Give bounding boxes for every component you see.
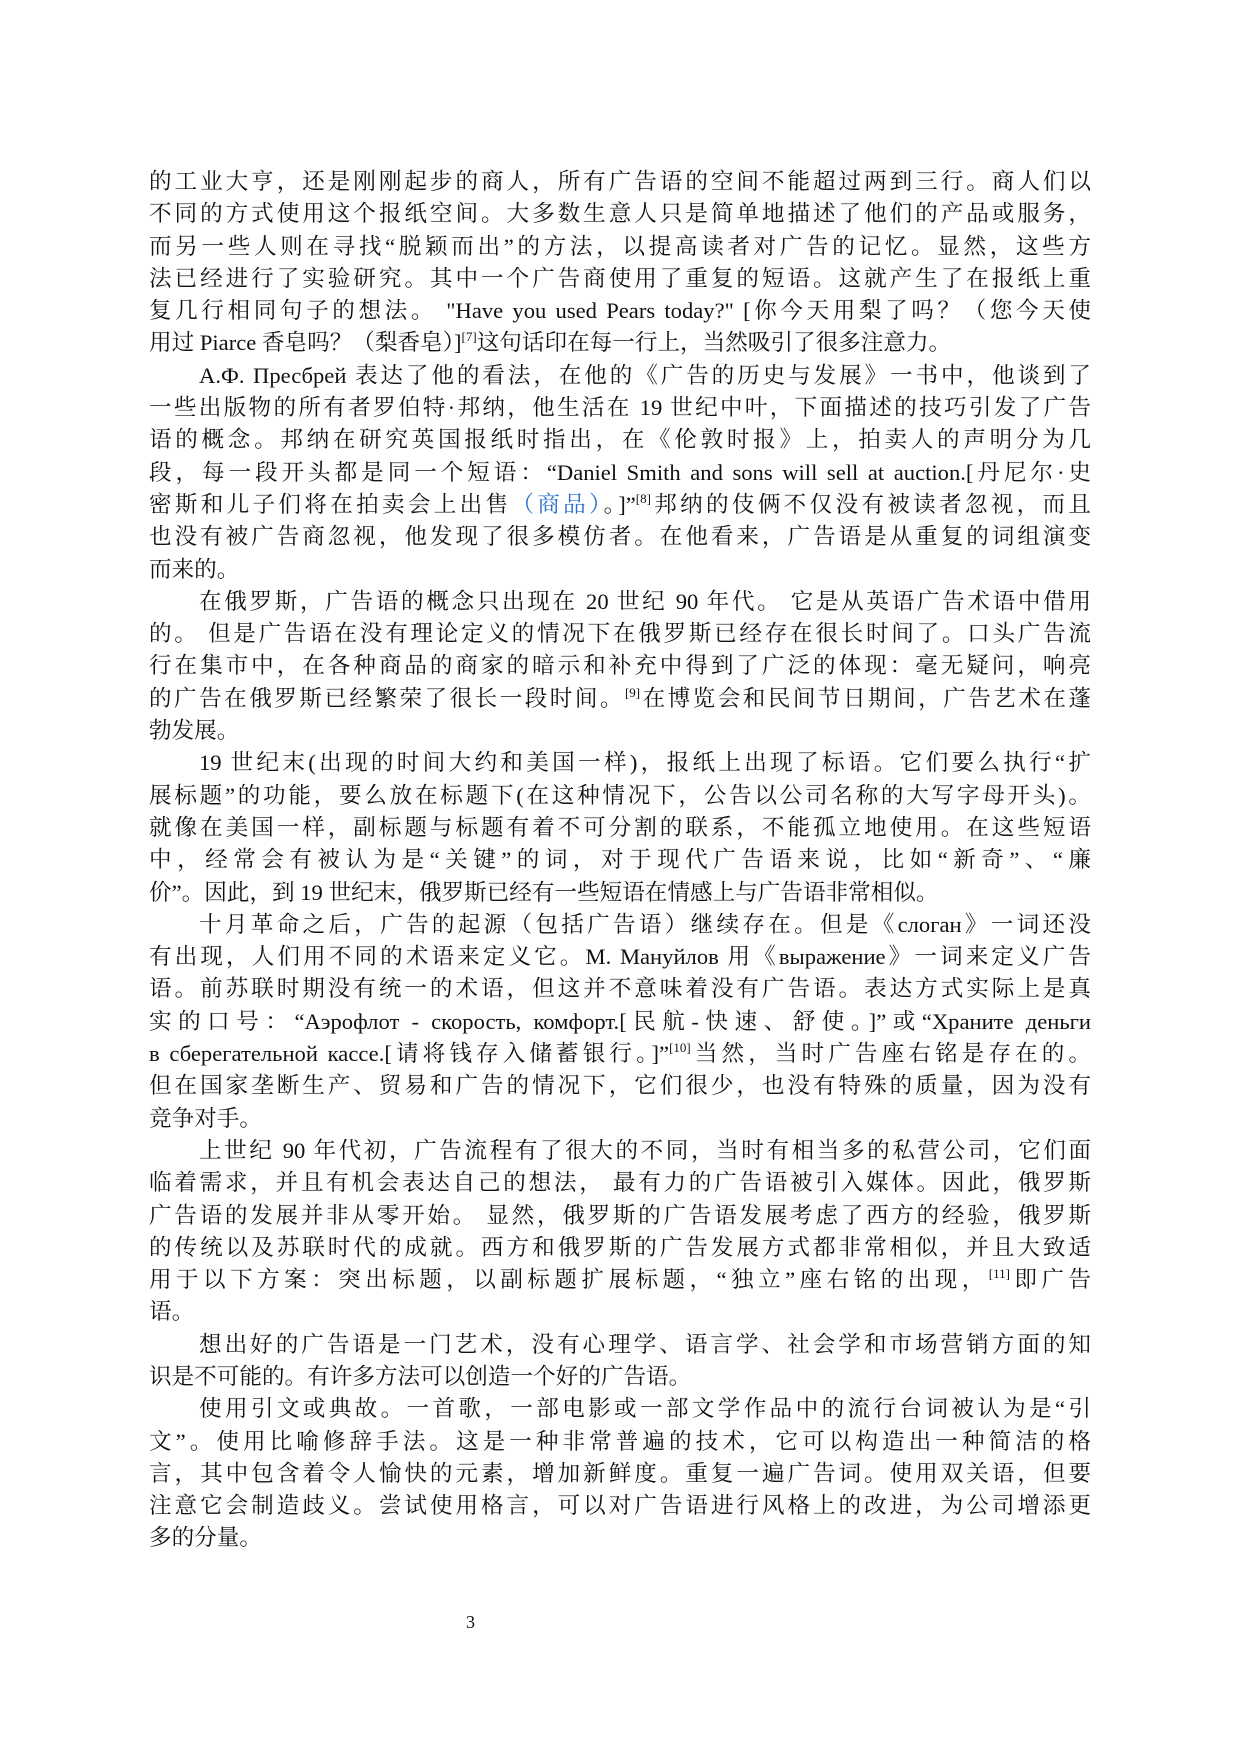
text-line <box>149 554 1091 586</box>
text-line <box>149 360 1091 392</box>
text-line <box>149 198 1091 230</box>
text-segment: 勃发展。 <box>149 718 240 744</box>
footnote-reference[interactable]: [8] <box>635 490 651 506</box>
paragraph <box>149 1393 1091 1554</box>
text-line <box>149 1232 1091 1264</box>
paragraph <box>149 747 1091 908</box>
text-segment: 临着需求，并且有机会表达自己的想法， 最有力的广告语被引入媒体。因此，俄罗斯 <box>149 1170 1091 1196</box>
text-segment: 在博览会和民间节日期间，广告艺术在蓬 <box>640 685 1092 711</box>
text-line <box>149 747 1091 779</box>
text-segment: 有出现，人们用不同的术语来定义它。M. Мануйлов 用《выражение》一词来定义广告 <box>149 944 1091 970</box>
text-line <box>149 1490 1091 1522</box>
text-line <box>149 489 1091 521</box>
text-line <box>149 1458 1091 1490</box>
text-segment: 注意它会制造歧义。尝试使用格言，可以对广告语进行风格上的改进，为公司增添更 <box>149 1493 1091 1519</box>
text-line <box>149 844 1091 876</box>
paragraph <box>149 360 1091 586</box>
text-segment: 上世纪 90 年代初，广告流程有了很大的不同，当时有相当多的私营公司，它们面 <box>199 1137 1091 1163</box>
text-segment: в сберегательной кассе.[请将钱存入储蓄银行。]” <box>149 1041 670 1067</box>
text-segment: 价”。因此，到 19 世纪末，俄罗斯已经有一些短语在情感上与广告语非常相似。 <box>149 879 939 905</box>
text-line <box>149 1200 1091 1232</box>
text-segment: 用过 Piarce 香皂吗？（梨香皂）] <box>149 330 462 356</box>
text-segment: 而另一些人则在寻找“脱颖而出”的方法，以提高读者对广告的记忆。显然，这些方 <box>149 233 1091 259</box>
text-segment: 也没有被广告商忽视，他发现了很多模仿者。在他看来，广告语是从重复的词组演变 <box>149 524 1091 550</box>
text-segment: 就像在美国一样，副标题与标题有着不可分割的联系，不能孤立地使用。在这些短语 <box>149 814 1091 840</box>
text-line <box>149 1070 1091 1102</box>
text-segment: 识是不可能的。有许多方法可以创造一个好的广告语。 <box>149 1363 692 1389</box>
text-segment: 法已经进行了实验研究。其中一个广告商使用了重复的短语。这就产生了在报纸上重 <box>149 265 1091 291</box>
footnote-reference[interactable]: [9] <box>624 684 641 700</box>
text-segment: 的传统以及苏联时代的成就。西方和俄罗斯的广告发展方式都非常相似，并且大致适 <box>149 1234 1091 1260</box>
text-line <box>149 457 1091 489</box>
text-segment: 但在国家垄断生产、贸易和广告的情况下，它们很少，也没有特殊的质量，因为没有 <box>149 1073 1091 1099</box>
text-line <box>149 263 1091 295</box>
text-segment: 竞争对手。 <box>149 1105 262 1131</box>
highlighted-text: （商品） <box>511 491 604 517</box>
text-line <box>149 941 1091 973</box>
text-segment: 中，经常会有被认为是“关键”的词，对于现代广告语来说，比如“新奇”、“廉 <box>149 847 1091 873</box>
text-line <box>149 1006 1091 1038</box>
text-segment: 展标题”的功能，要么放在标题下(在这种情况下，公告以公司名称的大写字母开头)。 <box>149 782 1091 808</box>
text-line <box>149 1393 1091 1425</box>
text-segment: 语。 <box>149 1299 195 1325</box>
text-line <box>149 780 1091 812</box>
text-segment: 而来的。 <box>149 556 240 582</box>
text-segment: 的广告在俄罗斯已经繁荣了很长一段时间。 <box>149 685 625 711</box>
text-segment: 行在集市中，在各种商品的商家的暗示和补充中得到了广泛的体现：毫无疑问，响亮 <box>149 653 1091 679</box>
text-segment: 在俄罗斯，广告语的概念只出现在 20 世纪 90 年代。 它是从英语广告术语中借用 <box>199 588 1091 614</box>
text-line <box>149 521 1091 553</box>
text-line <box>149 909 1091 941</box>
paragraph <box>149 1329 1091 1394</box>
text-segment: 复几行相同句子的想法。 "Have you used Pears today?" [你今天用梨了吗？（您今天使 <box>149 298 1091 324</box>
footnote-reference[interactable]: [7] <box>461 329 477 345</box>
text-segment: 一些出版物的所有者罗伯特·邦纳，他生活在 19 世纪中叶，下面描述的技巧引发了广告 <box>149 395 1091 421</box>
text-line <box>149 392 1091 424</box>
text-segment: 多的分量。 <box>149 1525 262 1551</box>
paragraph <box>149 1135 1091 1329</box>
text-line <box>149 231 1091 263</box>
text-line <box>149 877 1091 909</box>
footnote-reference[interactable]: [10] <box>669 1040 691 1056</box>
text-segment: 的工业大亨，还是刚刚起步的商人，所有广告语的空间不能超过两到三行。商人们以 <box>149 169 1091 194</box>
text-segment: 密斯和儿子们将在拍卖会上出售 <box>149 491 512 517</box>
text-segment: 不同的方式使用这个报纸空间。大多数生意人只是简单地描述了他们的产品或服务， <box>149 201 1091 227</box>
text-line <box>149 812 1091 844</box>
footnote-reference[interactable]: [11] <box>988 1266 1010 1282</box>
text-line <box>149 1264 1091 1296</box>
text-line <box>149 1167 1091 1199</box>
text-line <box>149 1361 1091 1393</box>
document-body <box>149 166 1091 1555</box>
text-segment: 邦纳的伎俩不仅没有被读者忽视，而且 <box>650 491 1091 517</box>
text-segment: 想出好的广告语是一门艺术，没有心理学、语言学、社会学和市场营销方面的知 <box>199 1331 1091 1357</box>
text-line <box>149 618 1091 650</box>
text-line <box>149 650 1091 682</box>
text-line <box>149 1296 1091 1328</box>
text-line <box>149 586 1091 618</box>
text-line <box>149 327 1091 359</box>
text-segment: 语的概念。邦纳在研究英国报纸时指出，在《伦敦时报》上，拍卖人的声明分为几 <box>149 427 1091 453</box>
text-segment: 19 世纪末(出现的时间大约和美国一样)，报纸上出现了标语。它们要么执行“扩 <box>199 750 1091 776</box>
text-line <box>149 683 1091 715</box>
text-line <box>149 166 1091 198</box>
text-segment: 即广告 <box>1009 1267 1092 1293</box>
text-segment: 十月革命之后，广告的起源（包括广告语）继续存在。但是《слоган》一词还没 <box>199 911 1091 937</box>
text-segment: 用于以下方案：突出标题，以副标题扩展标题，“独立”座右铭的出现， <box>149 1267 989 1293</box>
text-segment: 段，每一段开头都是同一个短语：“Daniel Smith and sons will sell at auction.[丹尼尔·史 <box>149 459 1091 485</box>
text-line <box>149 1038 1091 1070</box>
text-line <box>149 1522 1091 1554</box>
text-line <box>149 1329 1091 1361</box>
text-line <box>149 424 1091 456</box>
text-line <box>149 295 1091 327</box>
text-segment: 语。前苏联时期没有统一的术语，但这并不意味着没有广告语。表达方式实际上是真 <box>149 976 1091 1002</box>
paragraph <box>149 166 1091 360</box>
page-number: 3 <box>466 1612 475 1632</box>
text-line <box>149 1135 1091 1167</box>
text-segment: 。]” <box>603 491 636 517</box>
text-segment: 言，其中包含着令人愉快的元素，增加新鲜度。重复一遍广告词。使用双关语，但要 <box>149 1460 1091 1486</box>
text-line <box>149 715 1091 747</box>
text-segment: 当然，当时广告座右铭是存在的。 <box>690 1041 1091 1067</box>
text-segment: 这句话印在每一行上，当然吸引了很多注意力。 <box>476 330 952 356</box>
text-segment: А.Ф. Пресбрей 表达了他的看法，在他的《广告的历史与发展》一书中，他谈到了 <box>199 362 1091 388</box>
text-line <box>149 1103 1091 1135</box>
paragraph <box>149 586 1091 747</box>
text-segment: 的。 但是广告语在没有理论定义的情况下在俄罗斯已经存在很长时间了。口头广告流 <box>149 621 1091 647</box>
text-line <box>149 1426 1091 1458</box>
text-segment: 广告语的发展并非从零开始。 显然，俄罗斯的广告语发展考虑了西方的经验，俄罗斯 <box>149 1202 1091 1228</box>
text-segment: 实的口号：“Аэрофлот - скорость, комфорт.[民航-快速、舒使。]”或“Храните деньги <box>149 1008 1091 1034</box>
text-segment: 文”。使用比喻修辞手法。这是一种非常普遍的技术，它可以构造出一种简洁的格 <box>149 1428 1091 1454</box>
paragraph <box>149 909 1091 1135</box>
text-line <box>149 973 1091 1005</box>
text-segment: 使用引文或典故。一首歌，一部电影或一部文学作品中的流行台词被认为是“引 <box>199 1396 1091 1422</box>
